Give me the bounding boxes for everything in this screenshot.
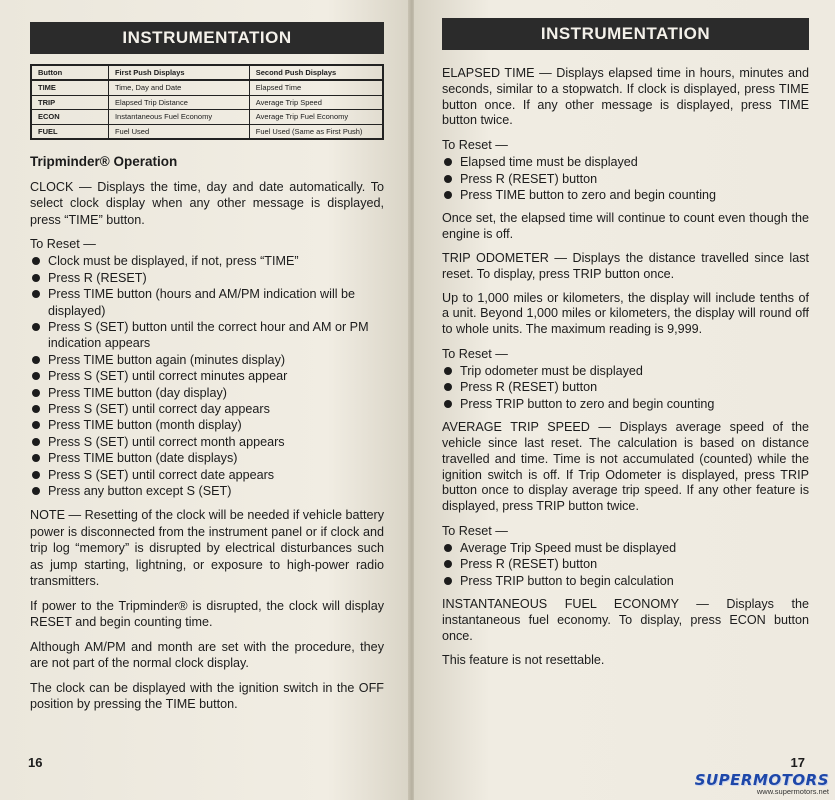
up-to-paragraph: Up to 1,000 miles or kilometers, the display will include tenths of a unit. Beyond 1,000 miles or kilometers, the display will round off to whole units. The maximum reading is 9,999.	[442, 290, 809, 337]
table-cell: TIME	[31, 80, 108, 95]
watermark-url: www.supermotors.net	[756, 787, 829, 796]
ampm-paragraph: Although AM/PM and month are set with the procedure, they are not part of the normal clock display.	[30, 639, 384, 671]
list-item: Press TIME button again (minutes display)	[30, 352, 384, 368]
table-row	[31, 95, 383, 109]
table-cell: Average Trip Speed	[249, 95, 383, 109]
not-resettable-text: This feature is not resettable.	[442, 652, 605, 667]
table-row	[31, 124, 383, 139]
table-cell: Fuel Used (Same as First Push)	[249, 124, 383, 139]
list-item: Press TRIP button to begin calculation	[442, 573, 809, 589]
trip-reset-steps	[442, 363, 809, 412]
watermark	[695, 771, 829, 796]
list-item: Press TIME button (day display)	[30, 385, 384, 401]
button-display-table	[30, 64, 384, 140]
table-header: Button	[31, 65, 108, 80]
elapsed-reset-steps	[442, 154, 809, 203]
table-cell: FUEL	[31, 124, 108, 139]
watermark-logo: SUPERMOTORS	[694, 771, 829, 789]
list-item: Press TIME button (hours and AM/PM indication will be displayed)	[30, 286, 384, 319]
list-item: Press R (RESET) button	[442, 379, 809, 395]
list-item: Trip odometer must be displayed	[442, 363, 809, 379]
ignition-paragraph: The clock can be displayed with the ignition switch in the OFF position by pressing the TIME button.	[30, 680, 384, 712]
table-cell: ECON	[31, 110, 108, 124]
list-item: Press S (SET) until correct minutes appear	[30, 368, 384, 384]
elapsed-time-paragraph: ELAPSED TIME — Displays elapsed time in hours, minutes and seconds, similar to a stopwatch. If clock is displayed, press TIME button once. If any other message is displayed, press TIME button twice.	[442, 66, 809, 128]
note-paragraph: NOTE — Resetting of the clock will be needed if vehicle battery power is disconnected from the instrument panel or if clock and trip log “memory” is disrupted by electrical disturbances such as jump starting, lightning, or exposure to high-power radio transmitters.	[30, 508, 384, 589]
power-paragraph: If power to the Tripminder® is disrupted, the clock will display RESET and begin counting time.	[30, 598, 384, 630]
list-item: Press R (RESET) button	[442, 171, 809, 187]
trip-odometer-paragraph: TRIP ODOMETER — Displays the distance travelled since last reset. To display, press TRIP button once.	[442, 251, 809, 281]
elapsed-reset-label: To Reset —	[442, 138, 508, 153]
table-row	[31, 80, 383, 95]
fuel-economy-paragraph: INSTANTANEOUS FUEL ECONOMY — Displays the instantaneous fuel economy. To display, press ECON button once.	[442, 597, 809, 643]
table-cell: Average Trip Fuel Economy	[249, 110, 383, 124]
list-item: Press R (RESET)	[30, 270, 384, 286]
table-header: Second Push Displays	[249, 65, 383, 80]
table-header-row	[31, 65, 383, 80]
list-item: Press S (SET) until correct date appears	[30, 467, 384, 483]
right-page	[414, 0, 835, 800]
left-page	[0, 0, 410, 800]
tripminder-heading: Tripminder® Operation	[30, 153, 178, 169]
clock-reset-label: To Reset —	[30, 237, 96, 252]
avg-reset-steps	[442, 540, 809, 589]
page-number-left: 16	[28, 755, 43, 770]
left-banner: INSTRUMENTATION	[30, 22, 384, 54]
table-cell: Elapsed Trip Distance	[108, 95, 249, 109]
clock-reset-steps	[30, 253, 384, 499]
table-cell: TRIP	[31, 95, 108, 109]
list-item: Press TIME button (month display)	[30, 417, 384, 433]
list-item: Clock must be displayed, if not, press “TIME”	[30, 253, 384, 269]
list-item: Press S (SET) button until the correct hour and AM or PM indication appears	[30, 319, 384, 352]
table-cell: Instantaneous Fuel Economy	[108, 110, 249, 124]
table-cell: Fuel Used	[108, 124, 249, 139]
list-item: Press TIME button (date displays)	[30, 450, 384, 466]
page-number-right: 17	[790, 755, 805, 770]
list-item: Press S (SET) until correct day appears	[30, 401, 384, 417]
table-row	[31, 110, 383, 124]
list-item: Average Trip Speed must be displayed	[442, 540, 809, 556]
list-item: Press S (SET) until correct month appears	[30, 434, 384, 450]
table-header: First Push Displays	[108, 65, 249, 80]
list-item: Press TRIP button to zero and begin counting	[442, 396, 809, 412]
list-item: Press TIME button to zero and begin counting	[442, 187, 809, 203]
average-speed-paragraph: AVERAGE TRIP SPEED — Displays average speed of the vehicle since last reset. The calculation is based on distance travelled and time. Time is not accumulated (counted) while the ignition switch is off. If Trip Odometer is displayed, press TRIP button once to display average trip speed. If any other feature is displayed, press TRIP button twice.	[442, 420, 809, 514]
list-item: Press any button except S (SET)	[30, 483, 384, 499]
list-item: Elapsed time must be displayed	[442, 154, 809, 170]
right-banner: INSTRUMENTATION	[442, 18, 809, 50]
avg-reset-label: To Reset —	[442, 523, 508, 538]
clock-paragraph: CLOCK — Displays the time, day and date automatically. To select clock display when any other message is displayed, press “TIME” button.	[30, 179, 384, 227]
table-cell: Time, Day and Date	[108, 80, 249, 95]
table-cell: Elapsed Time	[249, 80, 383, 95]
once-set-paragraph: Once set, the elapsed time will continue to count even though the engine is off.	[442, 211, 809, 242]
trip-reset-label: To Reset —	[442, 346, 508, 361]
list-item: Press R (RESET) button	[442, 556, 809, 572]
